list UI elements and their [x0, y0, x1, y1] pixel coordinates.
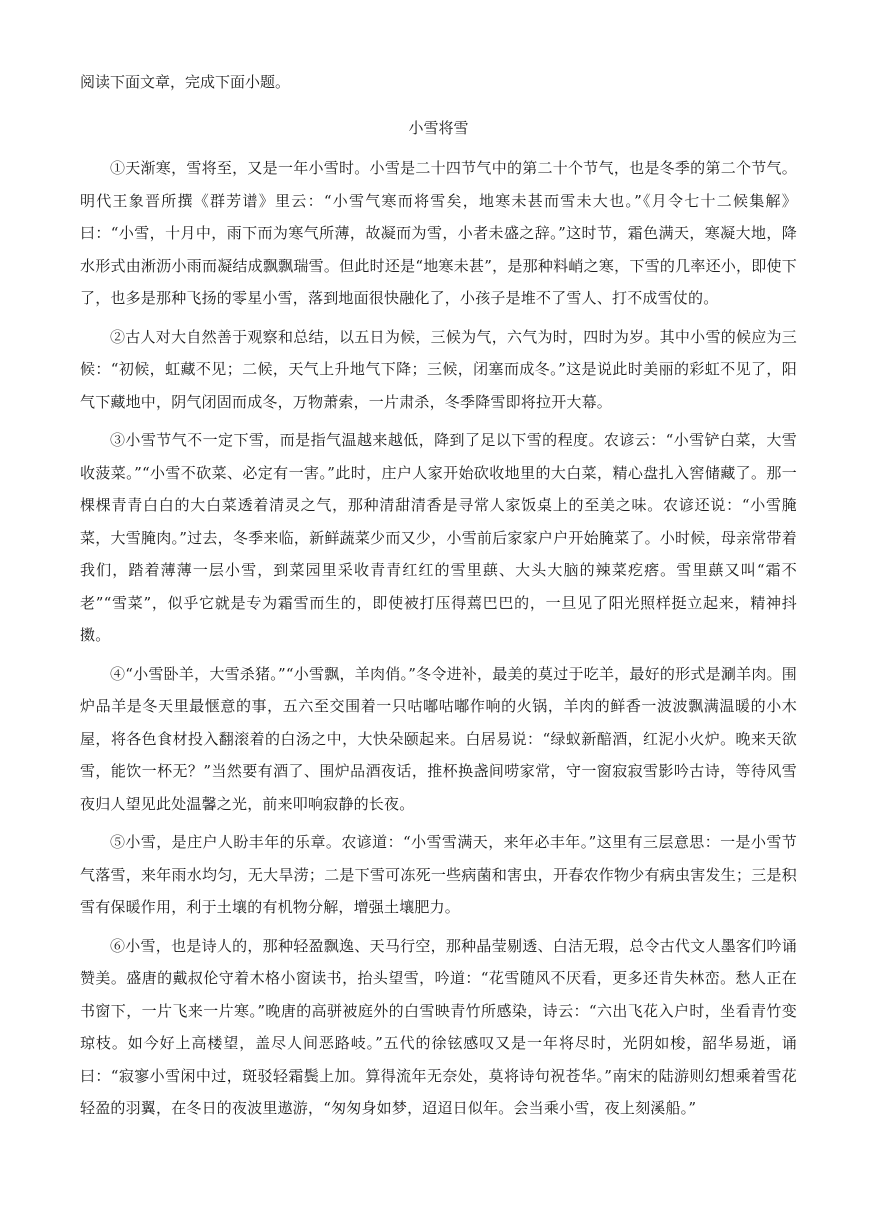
- paragraph-1: ①天渐寒，雪将至，又是一年小雪时。小雪是二十四节气中的第二十个节气，也是冬季的第二个节气。明代王象晋所撰《群芳谱》里云：“小雪气寒而将雪矣，地寒未甚而雪未大也。”《月令七十二候集解》曰：“小雪，十月中，雨下而为寒气所薄，故凝而为雪，小者未盛之辞。”这时节，霜色满天，寒凝大地，降水形式由淅沥小雨而凝结成飘飘瑞雪。但此时还是“地寒未甚”，是那种料峭之寒，下雪的几率还小，即使下了，也多是那种飞扬的零星小雪，落到地面很快融化了，小孩子是堆不了雪人、打不成雪仗的。: [80, 159, 797, 307]
- paragraph-4: ④“小雪卧羊，大雪杀猪。”“小雪飘，羊肉俏。”冬令进补，最美的莫过于吃羊，最好的形式是涮羊肉。围炉品羊是冬天里最惬意的事，五六至交围着一只咕嘟咕嘟作响的火锅，羊肉的鲜香一波波飘满温暖的小木屋，将各色食材投入翻滚着的白汤之中，大快朵颐起来。白居易说：“绿蚁新醅酒，红泥小火炉。晚来天欲雪，能饮一杯无？”当然要有酒了、围炉品酒夜话，推杯换盏间唠家常，守一窗寂寂雪影吟古诗，等待风雪夜归人望见此处温馨之光，前来叩响寂静的长夜。: [80, 664, 797, 813]
- article-title: 小雪将雪: [408, 119, 469, 137]
- paragraph-2: ②古人对大自然善于观察和总结，以五日为候，三候为气，六气为时，四时为岁。其中小雪的候应为三候：“初候，虹藏不见；二候，天气上升地气下降；三候，闭塞而成冬。”这是说此时美丽的彩虹不见了，阳气下藏地中，阴气闭固而成冬，万物萧索，一片肃杀，冬季降雪即将拉开大幕。: [80, 327, 797, 411]
- paragraph-5: ⑤小雪，是庄户人盼丰年的乐章。农谚道：“小雪雪满天，来年必丰年。”这里有三层意思：一是小雪节气落雪，来年雨水均匀，无大旱涝；二是下雪可冻死一些病菌和害虫，开春农作物少有病虫害发生；三是积雪有保暖作用，利于土壤的有机物分解，增强土壤肥力。: [80, 833, 797, 916]
- paragraph-3: ③小雪节气不一定下雪，而是指气温越来越低，降到了足以下雪的程度。农谚云：“小雪铲白菜，大雪收菠菜。”“小雪不砍菜、必定有一害。”此时，庄户人家开始砍收地里的大白菜，精心盘扎入窖储藏了。那一棵棵青青白白的大白菜透着清灵之气，那种清甜清香是寻常人家饭桌上的至美之味。农谚还说：“小雪腌菜，大雪腌肉。”过去，冬季来临，新鲜蔬菜少而又少，小雪前后家家户户开始腌菜了。小时候，母亲常带着我们，踏着薄薄一层小雪，到菜园里采收青青红红的雪里蕻、大头大脑的辣菜疙瘩。雪里蕻又叫“霜不老”“雪菜”，似乎它就是专为霜雪而生的，即使被打压得蔫巴巴的，一旦见了阳光照样挺立起来，精神抖擞。: [80, 431, 797, 644]
- paragraph-6: ⑥小雪，也是诗人的，那种轻盈飘逸、天马行空，那种晶莹剔透、白洁无瑕，总令古代文人墨客们吟诵赞美。盛唐的戴叔伦守着木格小窗读书，抬头望雪，吟道：“花雪随风不厌看，更多还肯失林峦。愁人正在书窗下，一片飞来一片寒。”晚唐的高骈被庭外的白雪映青竹所感染，诗云：“六出飞花入户时，坐看青竹变琼枝。如今好上高楼望，盖尽人间恶路岐。”五代的徐铉感叹又是一年将尽时，光阴如梭，韶华易逝，诵曰：“寂寥小雪闲中过，斑驳轻霜鬓上加。算得流年无奈处，莫将诗句祝苍华。”南宋的陆游则幻想乘着雪花轻盈的羽翼，在冬日的夜波里遨游，“匆匆身如梦，迢迢日似年。会当乘小雪，夜上刻溪船。”: [80, 936, 797, 1117]
- instruction-text: 阅读下面文章，完成下面小题。: [80, 73, 291, 91]
